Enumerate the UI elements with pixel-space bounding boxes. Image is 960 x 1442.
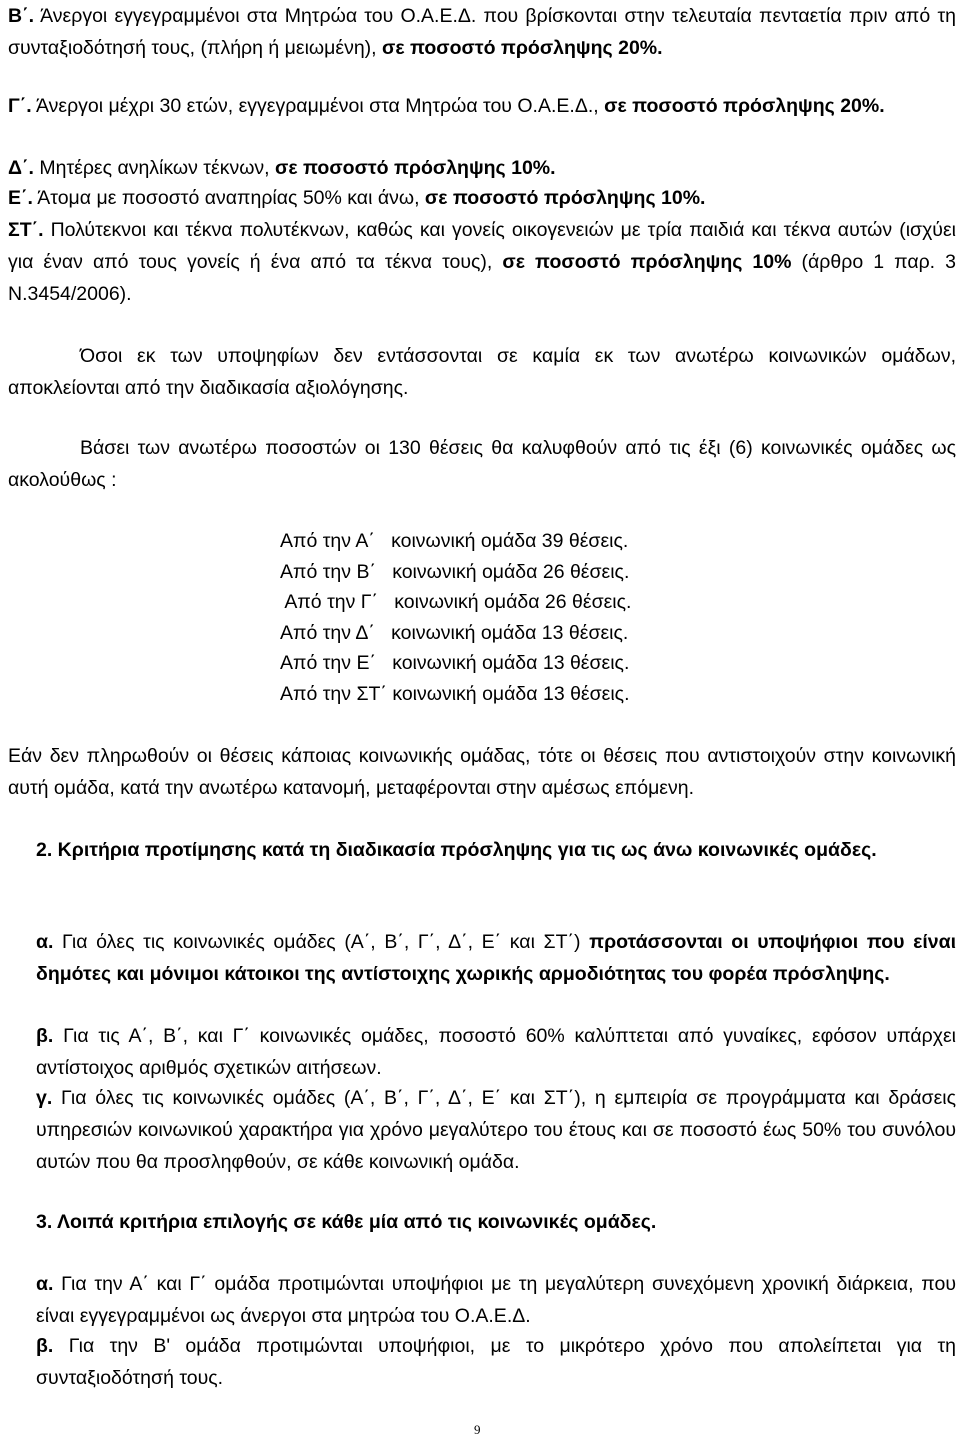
distribution-item: Από την Ε΄ κοινωνική ομάδα 13 θέσεις. xyxy=(280,652,630,674)
group-st-text: Πολύτεκνοι και τέκνα πολυτέκνων, καθώς και γονείς οικογενειών με τρία παιδιά και τέκνα αυτών (ισχύει για έναν από τους γονείς ή ένα από τα τέκνα τους), xyxy=(8,219,956,273)
distribution-item: Από την Β΄ κοινωνική ομάδα 26 θέσεις. xyxy=(280,560,630,583)
section-2-b-text: Για τις Α΄, Β΄, και Γ΄ κοινωνικές ομάδες, ποσοστό 60% καλύπτεται από γυναίκες, εφόσον υπάρχει αντίστοιχος αριθμός σχετικών αιτήσεων. xyxy=(36,1025,956,1079)
group-d-paragraph xyxy=(8,152,956,184)
section-2-a-label: α. xyxy=(36,931,54,953)
section-2-c-label: γ. xyxy=(36,1087,53,1109)
group-d-text: Μητέρες ανηλίκων τέκνων, xyxy=(33,157,276,179)
distribution-item: Από την ΣΤ΄ κοινωνική ομάδα 13 θέσεις. xyxy=(280,682,630,705)
group-d-label: Δ΄. xyxy=(8,157,34,179)
group-b-text: Άνεργοι εγγεγραμμένοι στα Μητρώα του Ο.Α.Ε.Δ. που βρίσκονται στην τελευταία πενταετία πριν από τη συνταξιοδότησή τους, (πλήρη ή μειωμένη), xyxy=(8,5,956,59)
group-st-percentage: σε ποσοστό πρόσληψης 10% xyxy=(502,251,792,273)
transfer-paragraph: Εάν δεν πληρωθούν οι θέσεις κάποιας κοινωνικής ομάδας, τότε οι θέσεις που αντιστοιχούν στην κοινωνική αυτή ομάδα, κατά την ανωτέρω κατανομή, μεταφέρονται στην αμέσως επόμενη. xyxy=(8,745,956,799)
group-e-text: Άτομα με ποσοστό αναπηρίας 50% και άνω, xyxy=(32,187,425,209)
section-2-c-text: Για όλες τις κοινωνικές ομάδες (Α΄, Β΄, Γ΄, Δ΄, Ε΄ και ΣΤ΄), η εμπειρία σε προγράμματα και δράσεις υπηρεσιών κοινωνικού χαρακτήρα για χρόνο μεγαλύτερο του έτους και σε ποσοστό έως 50% του συνόλου αυτών που θα προσληφθούν, σε κάθε κοινωνική ομάδα. xyxy=(36,1087,956,1173)
section-3-a-text: Για την Α΄ και Γ΄ ομάδα προτιμώνται υποψήφιοι με τη μεγαλύτερη συνεχόμενη χρονική διάρκεια, που είναι εγγεγραμμένοι ως άνεργοι στα μητρώα του Ο.Α.Ε.Δ. xyxy=(36,1273,956,1327)
group-e-paragraph xyxy=(8,182,956,214)
section-2-b xyxy=(36,1020,956,1084)
group-e-percentage: σε ποσοστό πρόσληψης 10%. xyxy=(424,187,706,209)
section-3-heading xyxy=(36,1206,956,1238)
section-3-a-label: α. xyxy=(36,1273,54,1295)
group-b-paragraph xyxy=(8,0,956,64)
group-e-label: Ε΄. xyxy=(8,187,33,209)
distribution-list xyxy=(280,526,631,709)
group-st-label: ΣΤ΄. xyxy=(8,219,44,241)
group-g-label: Γ΄. xyxy=(8,95,32,117)
distribution-intro: Βάσει των ανωτέρω ποσοστών οι 130 θέσεις θα καλυφθούν από τις έξι (6) κοινωνικές ομάδες ως ακολούθως : xyxy=(8,437,956,491)
distribution-item: Από την Γ΄ κοινωνική ομάδα 26 θέσεις. xyxy=(280,591,632,613)
section-2-heading-text: 2. Κριτήρια προτίμησης κατά τη διαδικασία πρόσληψης για τις ως άνω κοινωνικές ομάδες. xyxy=(36,839,877,861)
group-b-label: Β΄. xyxy=(8,5,34,27)
section-3-a xyxy=(36,1268,956,1332)
section-2-heading xyxy=(36,834,956,866)
section-3-b xyxy=(36,1330,956,1394)
section-2-b-label: β. xyxy=(36,1025,54,1047)
group-st-law-ref: (άρθρο 1 παρ. 3 Ν.3454/2006). xyxy=(8,251,957,305)
excluded-paragraph: Όσοι εκ των υποψηφίων δεν εντάσσονται σε καμία εκ των ανωτέρω κοινωνικών ομάδων, αποκλείονται από την διαδικασία αξιολόγησης. xyxy=(8,345,956,399)
group-g-paragraph xyxy=(8,90,956,122)
group-d-percentage: σε ποσοστό πρόσληψης 10%. xyxy=(275,157,556,179)
section-3-b-text: Για την Β' ομάδα προτιμώνται υποψήφιοι, με το μικρότερο χρόνο που απολείπεται για τη συνταξιοδότησή τους. xyxy=(36,1335,956,1389)
group-b-percentage: σε ποσοστό πρόσληψης 20%. xyxy=(382,37,663,59)
group-g-percentage: σε ποσοστό πρόσληψης 20%. xyxy=(604,95,885,117)
section-2-a-text: Για όλες τις κοινωνικές ομάδες (Α΄, Β΄, Γ΄, Δ΄, Ε΄ και ΣΤ΄) xyxy=(53,931,590,953)
distribution-item: Από την Α΄ κοινωνική ομάδα 39 θέσεις. xyxy=(280,530,629,552)
section-2-a-bold: προτάσσονται οι υποψήφιοι που είναι δημότες και μόνιμοι κάτοικοι της αντίστοιχης χωρικής αρμοδιότητας του φορέα πρόσληψης. xyxy=(36,931,957,985)
section-3-b-label: β. xyxy=(36,1335,54,1357)
section-2-c xyxy=(36,1082,956,1178)
page-number: 9 xyxy=(474,1422,481,1437)
section-2-a xyxy=(36,926,956,990)
group-st-paragraph xyxy=(8,214,956,310)
section-3-heading-text: 3. Λοιπά κριτήρια επιλογής σε κάθε μία από τις κοινωνικές ομάδες. xyxy=(36,1211,657,1233)
group-g-text: Άνεργοι μέχρι 30 ετών, εγγεγραμμένοι στα Μητρώα του Ο.Α.Ε.Δ., xyxy=(31,95,605,117)
distribution-item: Από την Δ΄ κοινωνική ομάδα 13 θέσεις. xyxy=(280,621,629,644)
